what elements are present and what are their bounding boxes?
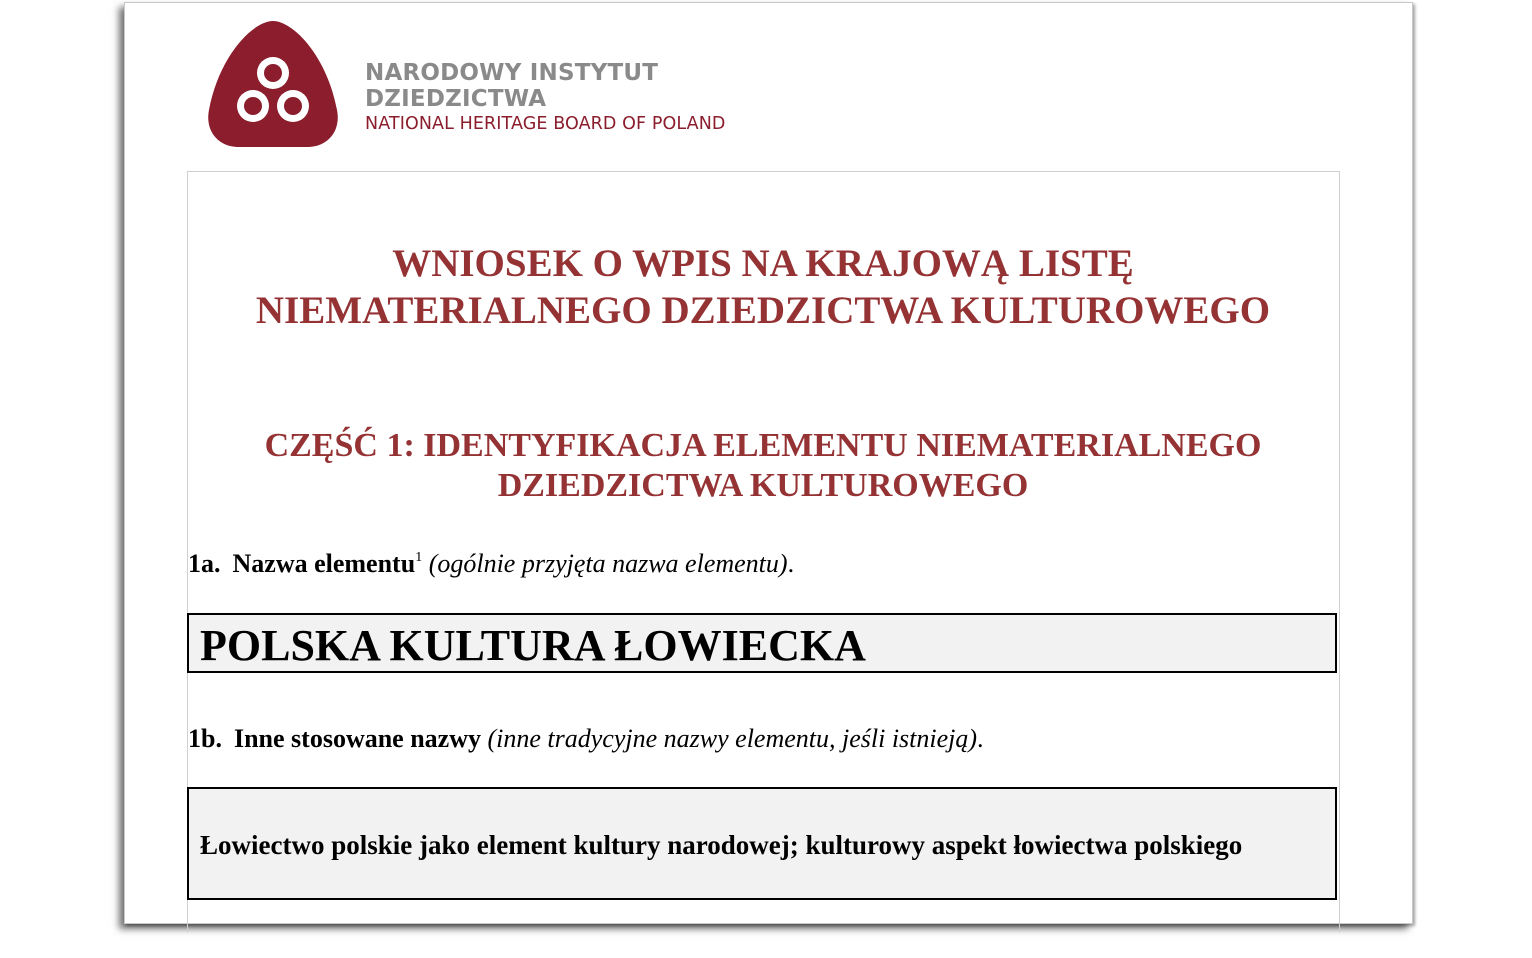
field-hint: (ogólnie przyjęta nazwa elementu) — [428, 549, 788, 578]
org-name-line1: NARODOWY INSTYTUT — [365, 60, 659, 86]
org-name-line2: DZIEDZICTWA — [365, 86, 547, 112]
part-heading-line1: CZĘŚĆ 1: IDENTYFIKACJA ELEMENTU NIEMATERIALNEGO — [264, 427, 1262, 464]
organization-name — [365, 60, 725, 136]
field-1a-label — [188, 549, 794, 579]
part-heading-line2: DZIEDZICTWA KULTUROWEGO — [497, 467, 1029, 504]
document-title-line2: NIEMATERIALNEGO DZIEDZICTWA KULTUROWEGO — [255, 289, 1271, 332]
document-title — [187, 240, 1339, 334]
org-name-english: NATIONAL HERITAGE BOARD OF POLAND — [365, 114, 726, 134]
element-name-value: POLSKA KULTURA ŁOWIECKA — [200, 621, 866, 670]
footnote-marker[interactable]: 1 — [415, 550, 423, 565]
field-number: 1a. — [188, 549, 221, 578]
field-1b-label — [188, 724, 984, 754]
field-label: Nazwa elementu — [232, 549, 416, 578]
heritage-board-logo-icon — [205, 18, 341, 150]
field-trailing: . — [977, 724, 984, 753]
field-trailing: . — [787, 549, 795, 578]
part-heading — [187, 426, 1339, 506]
field-1b-value-box[interactable] — [187, 787, 1337, 900]
field-label: Inne stosowane nazwy — [233, 724, 481, 753]
other-names-value: Łowiectwo polskie jako element kultury narodowej; kulturowy aspekt łowiectwa polskiego — [200, 830, 1243, 860]
document-title-line1: WNIOSEK O WPIS NA KRAJOWĄ LISTĘ — [392, 242, 1134, 285]
field-hint: (inne tradycyjne nazwy elementu, jeśli istnieją) — [487, 724, 978, 753]
field-number: 1b. — [188, 724, 222, 753]
field-1a-value-box[interactable] — [187, 613, 1337, 673]
